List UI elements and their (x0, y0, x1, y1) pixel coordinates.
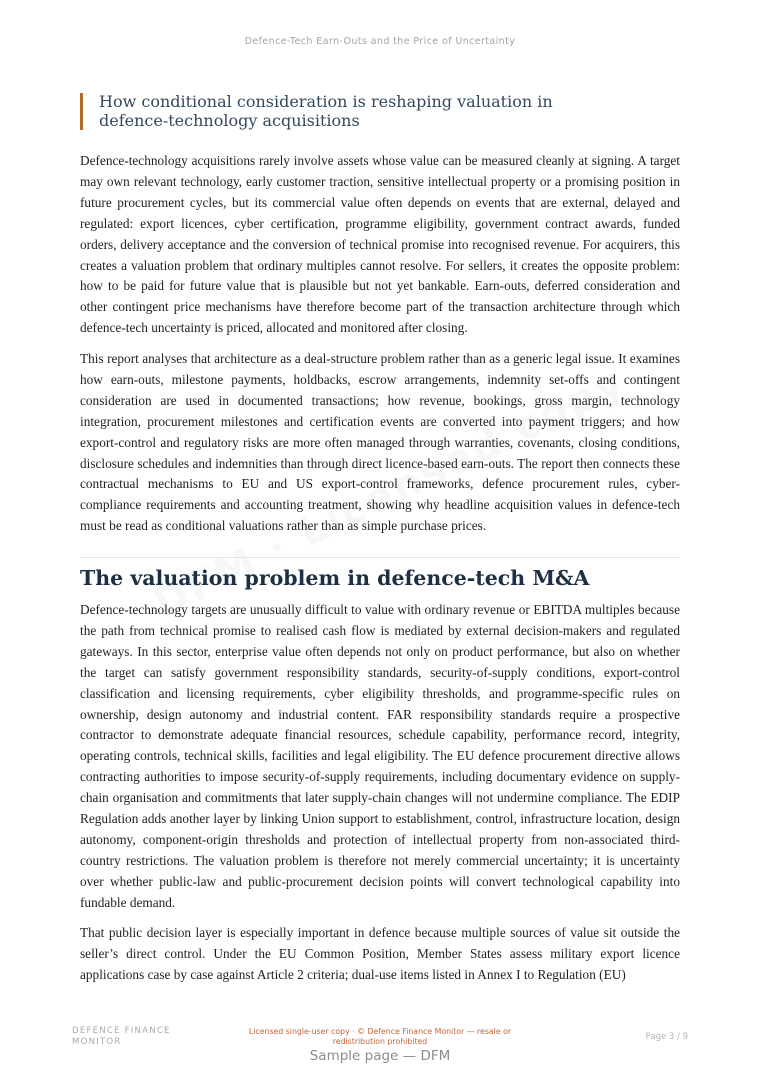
section-heading: The valuation problem in defence-tech M&A (80, 566, 590, 590)
pullquote: How conditional consideration is reshaping valuation in defence-technology acquisitions (80, 93, 619, 130)
running-head: Defence-Tech Earn-Outs and the Price of Uncertainty (244, 36, 516, 47)
section-paragraph-1: Defence-technology targets are unusually difficult to value with ordinary revenue or EBITDA multiples because the path from technical promise to realised cash flow is mediated by external decision-makers and regulated gateways. In this sector, enterprise value often depends not only on product performance, but also on whether the target can satisfy government responsibility standards, security-of-supply conditions, export-control classification and licensing requirements, cyber eligibility thresholds, and programme-specific rules on ownership, design autonomy and industrial content. FAR responsibility standards require a prospective contractor to demonstrate adequate financial resources, schedule capability, performance record, integrity, operating controls, technical skills, facilities and legal eligibility. The EU defence procurement directive allows contracting authorities to impose security-of-supply requirements, including documentary evidence on supply-chain organisation and commitments that later supply-chain changes will not undermine compliance. The EDIP Regulation adds another layer by linking Union support to establishment, control, infrastructure location, design autonomy, component-origin thresholds and protection of intellectual property from non-associated third-country restrictions. The valuation problem is therefore not merely commercial uncertainty; it is uncertainty over whether public-law and public-procurement decision points will convert technological capability into fundable demand. (80, 602, 680, 910)
footer-brand: DEFENCE FINANCE MONITOR (72, 1026, 171, 1047)
page-number: Page 3 / 9 (645, 1032, 688, 1042)
sample-page-label: Sample page — DFM (309, 1048, 451, 1064)
section-divider (80, 557, 680, 558)
section-paragraph-2: That public decision layer is especially important in defence because multiple sources of value sit outside the seller’s direct control. Under the EU Common Position, Member States assess military export licence applications case by case against Article 2 criteria; dual-use items listed in Annex I to Regulation (EU) (80, 925, 680, 982)
intro-paragraph-2: This report analyses that architecture as a deal-structure problem rather than as a generic legal issue. It examines how earn-outs, milestone payments, holdbacks, escrow arrangements, indemnity set-offs and contingent consideration are used in documented transactions; how revenue, bookings, gross margin, technology integration, procurement milestones and certification events are converted into payment triggers; and how export-control and regulatory risks are more often managed through warranties, covenants, closing conditions, disclosure schedules and indemnities than through direct licence-based earn-outs. The report then connects these contractual mechanisms to EU and US export-control frameworks, defence procurement rules, cyber-compliance requirements and accounting treatment, showing why headline acquisition values in defence-tech must be read as conditional valuations rather than as simple purchase prices. (80, 351, 680, 534)
footer-license-notice: Licensed single-user copy · © Defence Finance Monitor — resale or redistribution prohibited (248, 1027, 512, 1046)
intro-paragraph-1: Defence-technology acquisitions rarely involve assets whose value can be measured cleanly at signing. A target may own relevant technology, early customer traction, sensitive intellectual property or a promising position in future procurement cycles, but its commercial value often depends on events that are external, delayed and regulated: export licences, cyber certification, programme eligibility, government contract awards, funded orders, delivery acceptance and the conversion of technical promise into recognised revenue. For acquirers, this creates a valuation problem that ordinary multiples cannot resolve. For sellers, it creates the opposite problem: how to be paid for future value that is plausible but not yet bankable. Earn-outs, deferred consideration and other contingent price mechanisms have therefore become part of the transaction architecture through which defence-tech uncertainty is priced, allocated and monitored after closing. (80, 153, 680, 336)
